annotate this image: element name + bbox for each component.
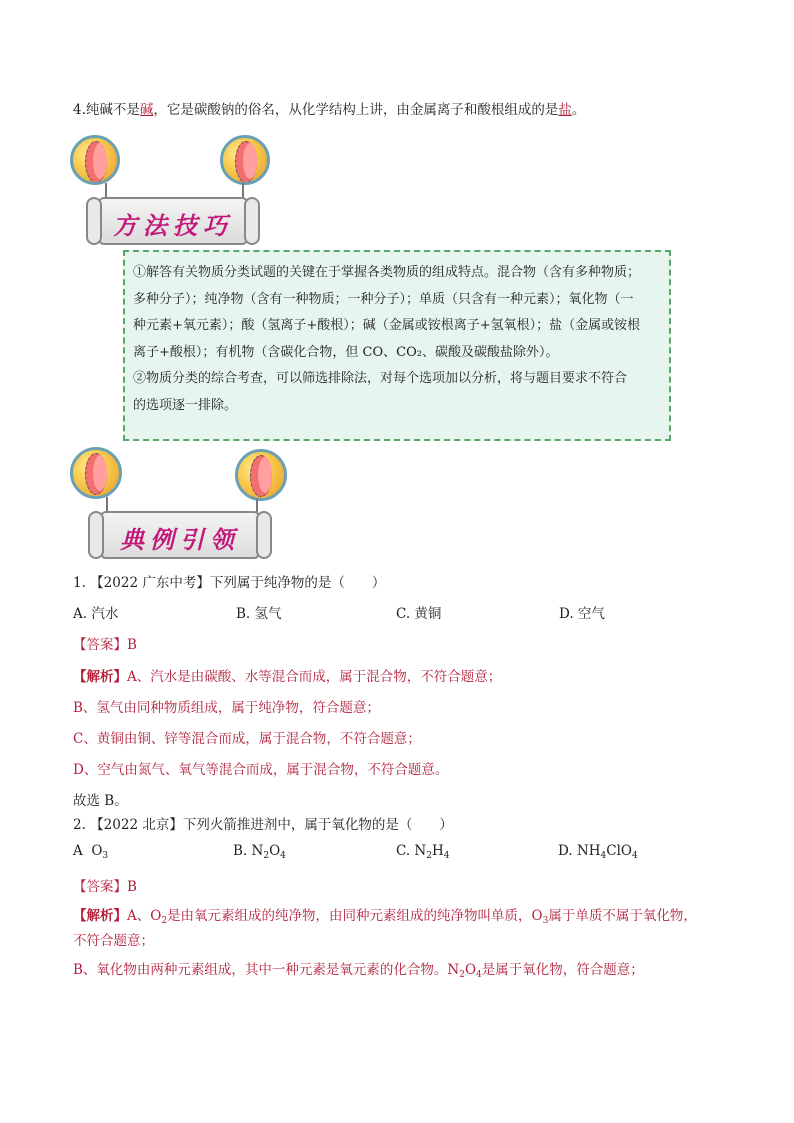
balloon-left-icon [70,135,120,185]
q2-option-d: D. $NH_4ClO_4$ [558,843,638,861]
q2-analysis-label: 【解析】 [73,908,127,924]
tip-line-6: 的选项逐一排除。 [133,397,238,413]
item-4-end: 。 [571,102,586,118]
methods-scroll [98,197,248,245]
methods-tip-box [123,250,671,441]
q2-option-c: C. $N_2H_4$ [396,843,450,861]
q1-stem: 1. 【2022 广东中考】下列属于纯净物的是（ ） [73,575,386,591]
examples-banner [70,447,290,565]
q1-analysis-line-1: A、汽水是由碳酸、水等混合而成，属于混合物，不符合题意； [127,669,502,685]
q2-option-a: A $O_3$ [73,843,109,861]
q1-analysis-line-2: B、氢气由同种物质组成，属于纯净物，符合题意； [73,700,380,716]
item-4-word-alkali: 碱 [139,102,154,118]
methods-banner [70,135,280,245]
item-4-middle: ，它是碳酸钠的俗名，从化学结构上讲，由金属离子和酸根组成的是 [153,102,559,118]
q2-stem: 2. 【2022 北京】下列火箭推进剂中，属于氧化物的是（ ） [73,817,453,833]
tip-line-3: 种元素+氧元素）；酸（氢离子+酸根）；碱（金属或铵根离子+氢氧根）；盐（金属或铵根 [133,318,641,334]
q2-option-b: B. $N_2O_4$ [233,843,286,861]
item-4-word-salt: 盐 [558,102,572,118]
q2-analysis-a: 【解析】A、$O_2$是由氧元素组成的纯净物，由同种元素组成的纯净物叫单质，$O_3$属于单质不属于氧化物， [73,908,697,926]
q1-analysis-a [73,667,501,687]
item-4-text [73,100,585,120]
q2-analysis-a-cont: 不符合题意； [73,933,154,949]
q1-answer: 【答案】B [73,637,137,653]
q1-option-b: B. 氢气 [236,606,282,622]
q1-option-d: D. 空气 [559,606,605,622]
tip-line-4: 离子+酸根）；有机物（含碳化合物，但 CO、CO₂、碳酸及碳酸盐除外）。 [133,344,559,360]
item-4-prefix: 4.纯碱不是 [73,102,140,118]
q1-analysis-line-3: C、黄铜由铜、锌等混合而成，属于混合物，不符合题意； [73,731,421,747]
q1-option-a: A. 汽水 [73,606,119,622]
balloon-right-icon [235,449,287,501]
q2-answer: 【答案】B [73,879,137,895]
q1-option-c: C. 黄铜 [396,606,442,622]
examples-scroll [100,511,260,559]
tip-line-1: ①解答有关物质分类试题的关键在于掌握各类物质的组成特点。混合物（含有多种物质； [133,265,641,280]
q1-conclusion: 故选 B。 [73,793,128,809]
q1-analysis-label: 【解析】 [73,669,127,685]
balloon-right-icon [220,135,270,185]
tip-line-5: ②物质分类的综合考查，可以筛选排除法，对每个选项加以分析，将与题目要求不符合 [133,371,628,387]
q2-analysis-b: B、氧化物由两种元素组成，其中一种元素是氧元素的化合物。$N_2O_4$是属于氧化物，符合题意； [73,962,644,980]
examples-title: 典例引领 [120,526,240,554]
tip-line-2: 多种分子）；纯净物（含有一种物质；一种分子）；单质（只含有一种元素）；氧化物（一 [133,291,634,307]
methods-title: 方法技巧 [113,212,233,240]
balloon-left-icon [70,447,122,499]
q1-analysis-line-4: D、空气由氮气、氧气等混合而成，属于混合物，不符合题意。 [73,762,449,778]
